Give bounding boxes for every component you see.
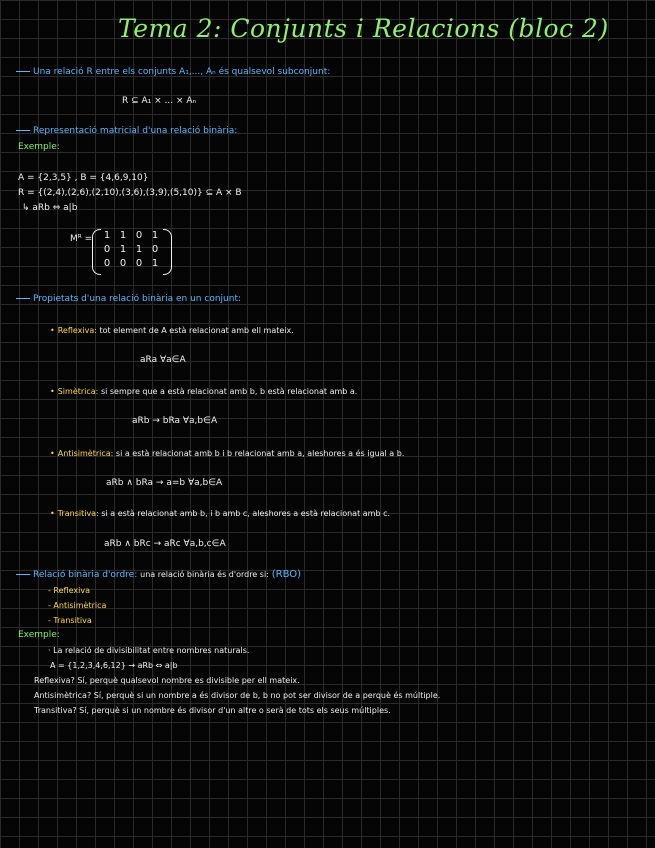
antisimetrica-line: • Antisimètrica: si a està relacionat amb b i b relacionat amb a, aleshores a és igual a b. [50, 449, 405, 458]
reflexiva-formula: aRa ∀a∈A [140, 355, 186, 365]
simetrica-formula: aRb → bRa ∀a,b∈A [132, 416, 218, 426]
matrix-cell: 1 [151, 230, 159, 241]
matrix-cell: 1 [119, 230, 127, 241]
antisimetrica-formula: aRb ∧ bRa → a=b ∀a,b∈A [106, 478, 223, 488]
matrix-cell: 0 [119, 258, 127, 269]
example-label-2: Exemple: [18, 630, 60, 640]
question-reflexiva: Reflexiva? Sí, perquè qualsevol nombre es divisible per ell mateix. [34, 676, 300, 685]
arrow-icon [16, 71, 30, 72]
relation-matrix [92, 229, 172, 273]
matrix-label: Mᴿ = [70, 234, 93, 244]
matrix-cell: 1 [151, 258, 159, 269]
matrix-cell: 0 [135, 258, 143, 269]
bullet-icon: • [50, 326, 55, 335]
matrix-cell: 0 [151, 244, 159, 255]
matrix-cell: 1 [135, 244, 143, 255]
question-antisimetrica: Antisimètrica? Sí, perquè si un nombre a és divisor de b, b no pot ser divisor de a perquè és múltiple. [34, 691, 441, 700]
example-relation: R = {(2,4),(2,6),(2,10),(3,6),(3,9),(5,10)} ⊆ A × B [18, 188, 242, 198]
matrix-cell: 0 [103, 244, 111, 255]
example-divisibility: · La relació de divisibilitat entre nombres naturals. [48, 646, 250, 655]
matrix-cell: 1 [103, 230, 111, 241]
bullet-icon: • [50, 509, 55, 518]
arrow-icon [16, 130, 30, 131]
bullet-icon: • [50, 387, 55, 396]
example-sets: A = {2,3,5} , B = {4,6,9,10} [18, 173, 149, 183]
reflexiva-line: • Reflexiva: tot element de A està relacionat amb ell mateix. [50, 326, 294, 335]
simetrica-line: • Simètrica: si sempre que a està relacionat amb b, b està relacionat amb a. [50, 387, 358, 396]
definition-formula: R ⊆ A₁ × ... × Aₙ [122, 96, 197, 106]
arrow-icon [16, 574, 30, 575]
order-heading: Relació binària d'ordre: una relació binària és d'ordre si: (RBO) [16, 569, 301, 580]
matrix-cell: 0 [103, 258, 111, 269]
properties-heading: Propietats d'una relació binària en un conjunt: [16, 294, 241, 304]
arrow-icon [16, 298, 30, 299]
example-label: Exemple: [18, 142, 60, 152]
example-rule: ↳ aRb ⇔ a|b [22, 203, 78, 213]
bullet-icon: · [48, 646, 54, 655]
definition-heading: Una relació R entre els conjunts A₁,..., Aₙ és qualsevol subconjunt: [16, 67, 330, 77]
right-bracket [163, 229, 172, 275]
matrix-cell: 1 [119, 244, 127, 255]
page-title: Tema 2: Conjunts i Relacions (bloc 2) [118, 14, 609, 43]
order-item-transitiva: - Transitiva [48, 616, 92, 625]
matrix-cell: 0 [135, 230, 143, 241]
return-arrow-icon: ↳ [22, 203, 33, 213]
order-item-antisimetrica: - Antisimètrica [48, 601, 107, 610]
order-item-reflexiva: - Reflexiva [48, 586, 90, 595]
example-set: A = {1,2,3,4,6,12} → aRb ⇔ a|b [50, 661, 178, 670]
matrix-heading: Representació matricial d'una relació binària: [16, 126, 237, 136]
question-transitiva: Transitiva? Sí, perquè si un nombre és divisor d'un altre o serà de tots els seus múltiples. [34, 706, 391, 715]
bullet-icon: • [50, 449, 55, 458]
transitiva-line: • Transitiva: si a està relacionat amb b, i b amb c, aleshores a està relacionat amb c. [50, 509, 391, 518]
transitiva-formula: aRb ∧ bRc → aRc ∀a,b,c∈A [104, 539, 226, 549]
